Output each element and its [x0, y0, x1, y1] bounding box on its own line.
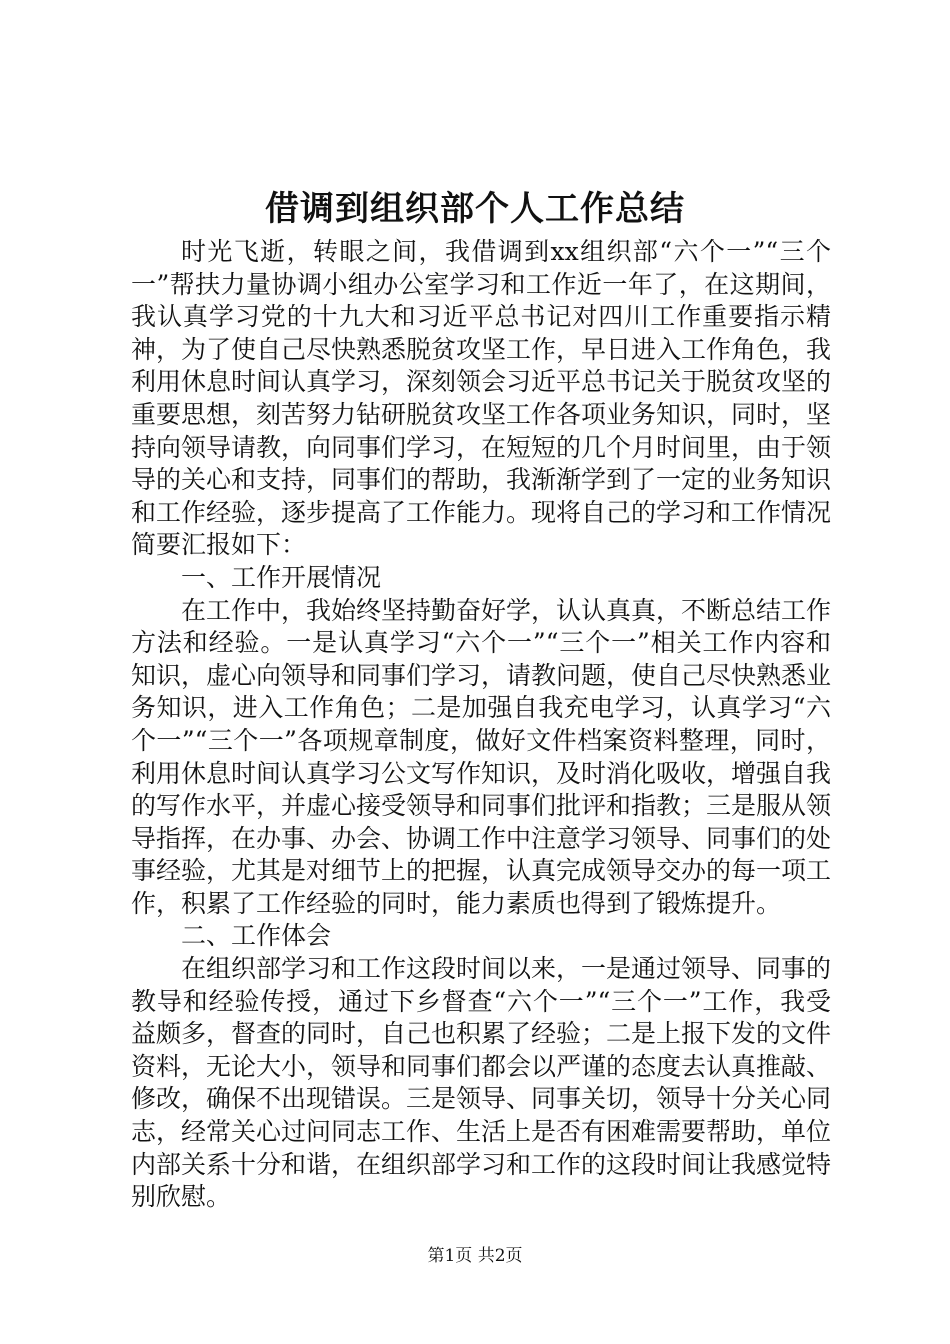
section-heading-work-progress: 一、工作开展情况: [181, 562, 382, 592]
section-heading-work-experience: 二、工作体会: [181, 921, 332, 951]
document-title: 借调到组织部个人工作总结: [265, 189, 685, 229]
work-experience-paragraph: 在组织部学习和工作这段时间以来，一是通过领导、同事的教导和经验传授，通过下乡督查“六个一”“三个一”工作，我受益颇多，督查的同时，自己也积累了经验；二是上报下发的文件资料，无论大小，领导和同事们都会以严谨的态度去认真推敲、修改，确保不出现错误。三是领导、同事关切，领导十分关心同志，经常关心过问同志工作、生活上是否有困难需要帮助，单位内部关系十分和谐，在组织部学习和工作的这段时间让我感觉特别欣慰。: [131, 954, 832, 1212]
work-progress-paragraph: 在工作中，我始终坚持勤奋好学，认认真真，不断总结工作方法和经验。一是认真学习“六个一”“三个一”相关工作内容和知识，虚心向领导和同事们学习，请教问题，使自己尽快熟悉业务知识，进入工作角色；二是加强自我充电学习，认真学习“六个一”“三个一”各项规章制度，做好文件档案资料整理，同时，利用休息时间认真学习公文写作知识，及时消化吸收，增强自我的写作水平，并虚心接受领导和同事们批评和指教；三是服从领导指挥，在办事、办会、协调工作中注意学习领导、同事们的处事经验，尤其是对细节上的把握，认真完成领导交办的每一项工作，积累了工作经验的同时，能力素质也得到了锻炼提升。: [131, 595, 832, 918]
document-body: [131, 236, 831, 1214]
intro-paragraph: 时光飞逝，转眼之间，我借调到xx组织部“六个一”“三个一”帮扶力量协调小组办公室学习和工作近一年了，在这期间，我认真学习党的十九大和习近平总书记对四川工作重要指示精神，为了使自己尽快熟悉脱贫攻坚工作，早日进入工作角色，我利用休息时间认真学习，深刻领会习近平总书记关于脱贫攻坚的重要思想，刻苦努力钻研脱贫攻坚工作各项业务知识，同时，坚持向领导请教，向同事们学习，在短短的几个月时间里，由于领导的关心和支持，同事们的帮助，我渐渐学到了一定的业务知识和工作经验，逐步提高了工作能力。现将自己的学习和工作情况简要汇报如下：: [131, 237, 832, 560]
page-number-footer: 第1页 共2页: [427, 1246, 523, 1266]
